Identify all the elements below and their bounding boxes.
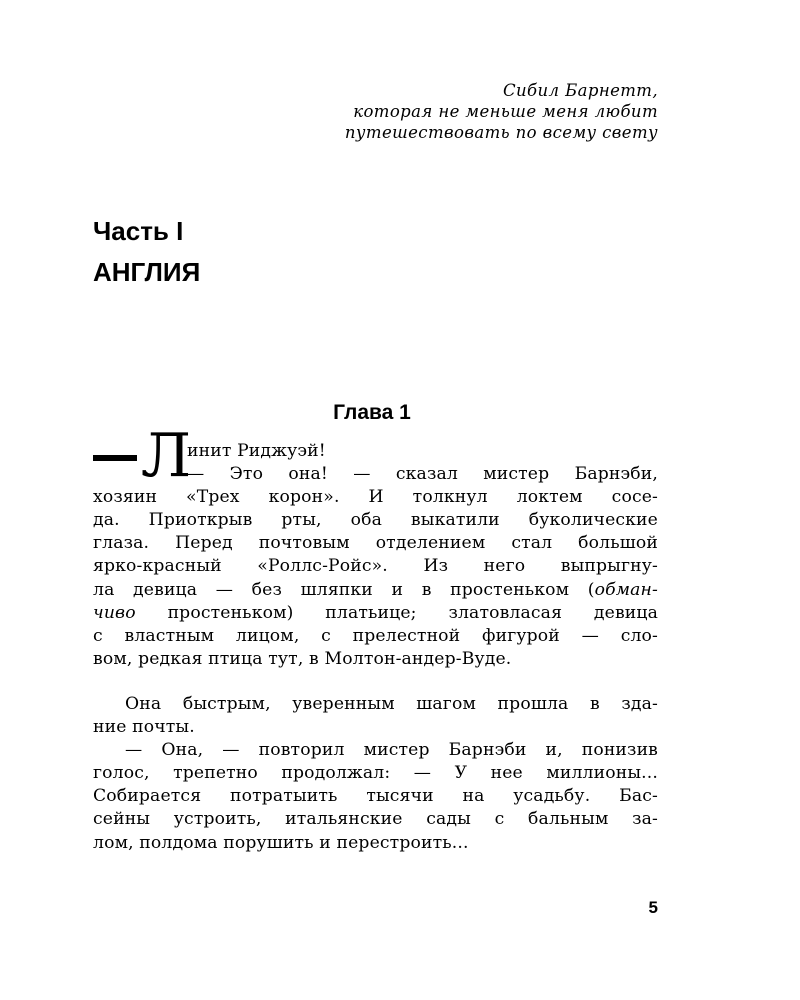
body-line: Собирается потратыить тысячи на усадьбу. Бас- bbox=[93, 786, 658, 807]
part-label: Часть I bbox=[93, 216, 184, 246]
body-line bbox=[93, 602, 658, 625]
body-italic-span: чиво bbox=[93, 602, 136, 623]
dedication-line: Сибил Барнетт, bbox=[503, 81, 658, 100]
page-number: 5 bbox=[648, 898, 658, 917]
body-line: — Она, — повторил мистер Барнэби и, понизив bbox=[125, 740, 658, 761]
dedication-line: путешествовать по всему свету bbox=[344, 123, 658, 142]
body-line: с властным лицом, с прелестной фигурой — сло- bbox=[93, 625, 658, 646]
body-line: ярко-красный «Роллс-Ройс». Из него выпрыгну- bbox=[93, 556, 658, 577]
body-line: лом, полдома порушить и перестроить... bbox=[93, 832, 469, 853]
body-line: — Это она! — сказал мистер Барнэби, bbox=[187, 464, 658, 485]
body-line: да. Приоткрыв рты, оба выкатили буколические bbox=[93, 510, 658, 531]
body-text-span: ла девица — без шляпки и в простеньком ( bbox=[93, 579, 595, 600]
chapter-title: Глава 1 bbox=[333, 401, 411, 424]
body-line: вом, редкая птица тут, в Молтон-андер-Вуде. bbox=[93, 648, 512, 669]
body-line: инит Риджуэй! bbox=[187, 441, 326, 461]
body-line: ние почты. bbox=[93, 717, 195, 738]
dedication bbox=[258, 80, 658, 143]
body-line: Она быстрым, уверенным шагом прошла в зда- bbox=[125, 693, 658, 714]
body-line bbox=[93, 579, 658, 602]
body-italic-span: обман- bbox=[594, 579, 658, 600]
body-line: хозяин «Трех корон». И толкнул локтем сосе- bbox=[93, 487, 658, 508]
body-line: сейны устроить, итальянские сады с бальным за- bbox=[93, 809, 658, 830]
body-line: голос, трепетно продолжал: — У нее миллионы... bbox=[93, 763, 658, 784]
dedication-line: которая не меньше меня любит bbox=[353, 102, 658, 121]
dropcap-dash bbox=[93, 455, 137, 461]
dropcap-letter: Л bbox=[141, 421, 192, 491]
chapter-body bbox=[93, 421, 658, 855]
part-title: АНГЛИЯ bbox=[93, 257, 201, 287]
body-line: глаза. Перед почтовым отделением стал большой bbox=[93, 533, 658, 554]
body-text-span: простеньком) платьице; златовласая девица bbox=[135, 602, 658, 623]
